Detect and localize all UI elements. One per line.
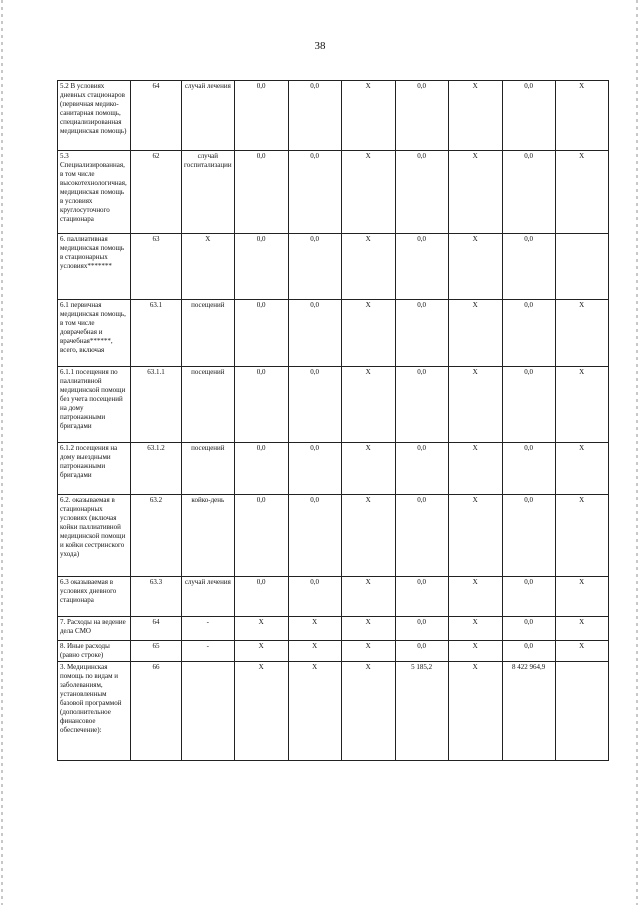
value-cell: 0,0 <box>502 443 555 495</box>
value-cell: X <box>448 577 502 617</box>
row-label-cell: 6.1.2 посещения на дому выездными патронажными бригадами <box>58 443 131 495</box>
value-cell: 0,0 <box>234 234 288 300</box>
value-cell: X <box>341 495 395 577</box>
row-label-cell: 7. Расходы на ведение дела СМО <box>58 617 131 641</box>
row-code-cell: 62 <box>131 151 182 234</box>
value-cell: 0,0 <box>234 81 288 151</box>
value-cell: X <box>448 443 502 495</box>
row-unit-cell: - <box>182 617 235 641</box>
scan-left-edge <box>1 0 3 905</box>
value-cell: 0,0 <box>395 577 448 617</box>
value-cell: X <box>341 151 395 234</box>
table-row <box>58 443 609 495</box>
value-cell: X <box>234 641 288 662</box>
value-cell: 0,0 <box>502 367 555 443</box>
value-cell: 0,0 <box>395 641 448 662</box>
table-row <box>58 495 609 577</box>
value-cell: X <box>448 641 502 662</box>
row-label-cell: 6.1 первичная медицинская помощь, в том числе доврачебная и врачебная******, всего, включая <box>58 300 131 367</box>
row-code-cell: 63.3 <box>131 577 182 617</box>
value-cell: 0,0 <box>395 443 448 495</box>
value-cell: 0,0 <box>288 81 341 151</box>
value-cell: X <box>234 617 288 641</box>
value-cell: X <box>448 300 502 367</box>
value-cell <box>555 234 608 300</box>
row-code-cell: 63 <box>131 234 182 300</box>
value-cell: X <box>288 641 341 662</box>
value-cell: X <box>341 367 395 443</box>
table-row <box>58 234 609 300</box>
row-code-cell: 66 <box>131 662 182 761</box>
value-cell: X <box>341 81 395 151</box>
value-cell: X <box>341 641 395 662</box>
row-label-cell: 8. Иные расходы (равно строке) <box>58 641 131 662</box>
value-cell: X <box>555 300 608 367</box>
value-cell: X <box>555 151 608 234</box>
row-unit-cell: - <box>182 641 235 662</box>
table-row <box>58 577 609 617</box>
value-cell: X <box>555 495 608 577</box>
row-unit-cell <box>182 662 235 761</box>
value-cell: 0,0 <box>234 367 288 443</box>
value-cell: X <box>448 81 502 151</box>
table-row <box>58 300 609 367</box>
row-label-cell: 5.2 В условиях дневных стационаров (первичная медико-санитарная помощь, специализированная медицинская помощь) <box>58 81 131 151</box>
row-label-cell: 6.1.1 посещения по паллиативной медицинской помощи без учета посещений на дому патронажными бригадами <box>58 367 131 443</box>
value-cell: X <box>555 367 608 443</box>
page-number: 38 <box>314 40 326 52</box>
value-cell: X <box>341 234 395 300</box>
value-cell: 0,0 <box>502 300 555 367</box>
row-label-cell: 3. Медицинская помощь по видам и заболеваниям, установленным базовой программой (дополнительное финансовое обеспечение): <box>58 662 131 761</box>
value-cell: X <box>448 495 502 577</box>
value-cell: 0,0 <box>395 300 448 367</box>
value-cell: X <box>341 577 395 617</box>
table-row <box>58 617 609 641</box>
value-cell: X <box>341 617 395 641</box>
value-cell: X <box>341 662 395 761</box>
value-cell: X <box>448 367 502 443</box>
row-unit-cell: посещений <box>182 300 235 367</box>
value-cell: X <box>555 617 608 641</box>
value-cell: X <box>288 662 341 761</box>
row-code-cell: 63.1.2 <box>131 443 182 495</box>
value-cell: 0,0 <box>288 300 341 367</box>
value-cell: 0,0 <box>395 81 448 151</box>
row-unit-cell: X <box>182 234 235 300</box>
value-cell: 0,0 <box>395 234 448 300</box>
value-cell: 0,0 <box>288 151 341 234</box>
value-cell: 0,0 <box>288 367 341 443</box>
value-cell: X <box>448 617 502 641</box>
value-cell: 0,0 <box>395 617 448 641</box>
value-cell: 0,0 <box>502 641 555 662</box>
value-cell: X <box>341 300 395 367</box>
value-cell: 0,0 <box>395 151 448 234</box>
value-cell: 0,0 <box>234 151 288 234</box>
value-cell: 0,0 <box>288 234 341 300</box>
row-label-cell: 6.3 оказываемая в условиях дневного стационара <box>58 577 131 617</box>
value-cell: 0,0 <box>288 495 341 577</box>
value-cell: 0,0 <box>234 300 288 367</box>
row-code-cell: 63.1.1 <box>131 367 182 443</box>
table-body <box>58 81 609 761</box>
value-cell: 0,0 <box>502 234 555 300</box>
value-cell: 0,0 <box>502 577 555 617</box>
value-cell: 8 422 964,9 <box>502 662 555 761</box>
value-cell <box>555 662 608 761</box>
row-unit-cell: случай лечения <box>182 81 235 151</box>
row-unit-cell: посещений <box>182 443 235 495</box>
table-row <box>58 662 609 761</box>
table-row <box>58 367 609 443</box>
value-cell: X <box>555 443 608 495</box>
value-cell: 0,0 <box>395 367 448 443</box>
row-unit-cell: посещений <box>182 367 235 443</box>
value-cell: 0,0 <box>502 495 555 577</box>
row-unit-cell: случай лечения <box>182 577 235 617</box>
value-cell: X <box>555 641 608 662</box>
value-cell: 0,0 <box>234 495 288 577</box>
row-label-cell: 5.3 Специализированная, в том числе высокотехнологичная, медицинская помощь в условиях круглосуточного стационара <box>58 151 131 234</box>
table-row <box>58 81 609 151</box>
value-cell: 0,0 <box>502 617 555 641</box>
row-code-cell: 64 <box>131 81 182 151</box>
row-unit-cell: койко-день <box>182 495 235 577</box>
value-cell: X <box>341 443 395 495</box>
value-cell: 0,0 <box>234 577 288 617</box>
value-cell: X <box>448 151 502 234</box>
scan-right-edge <box>636 0 638 905</box>
value-cell: X <box>448 234 502 300</box>
value-cell: X <box>555 577 608 617</box>
value-cell: 0,0 <box>502 151 555 234</box>
table-row <box>58 641 609 662</box>
value-cell: X <box>448 662 502 761</box>
row-code-cell: 64 <box>131 617 182 641</box>
row-label-cell: 6. паллиативная медицинская помощь в стационарных условиях******* <box>58 234 131 300</box>
row-code-cell: 65 <box>131 641 182 662</box>
table-row <box>58 151 609 234</box>
row-code-cell: 63.1 <box>131 300 182 367</box>
value-cell: 0,0 <box>502 81 555 151</box>
value-cell: X <box>555 81 608 151</box>
value-cell: 0,0 <box>234 443 288 495</box>
value-cell: 0,0 <box>395 495 448 577</box>
value-cell: 5 185,2 <box>395 662 448 761</box>
value-cell: X <box>234 662 288 761</box>
row-unit-cell: случай госпитализации <box>182 151 235 234</box>
row-label-cell: 6.2. оказываемая в стационарных условиях (включая койки паллиативной медицинской помощи и койки сестринского ухода) <box>58 495 131 577</box>
data-table <box>57 80 609 761</box>
value-cell: 0,0 <box>288 443 341 495</box>
value-cell: X <box>288 617 341 641</box>
value-cell: 0,0 <box>288 577 341 617</box>
row-code-cell: 63.2 <box>131 495 182 577</box>
